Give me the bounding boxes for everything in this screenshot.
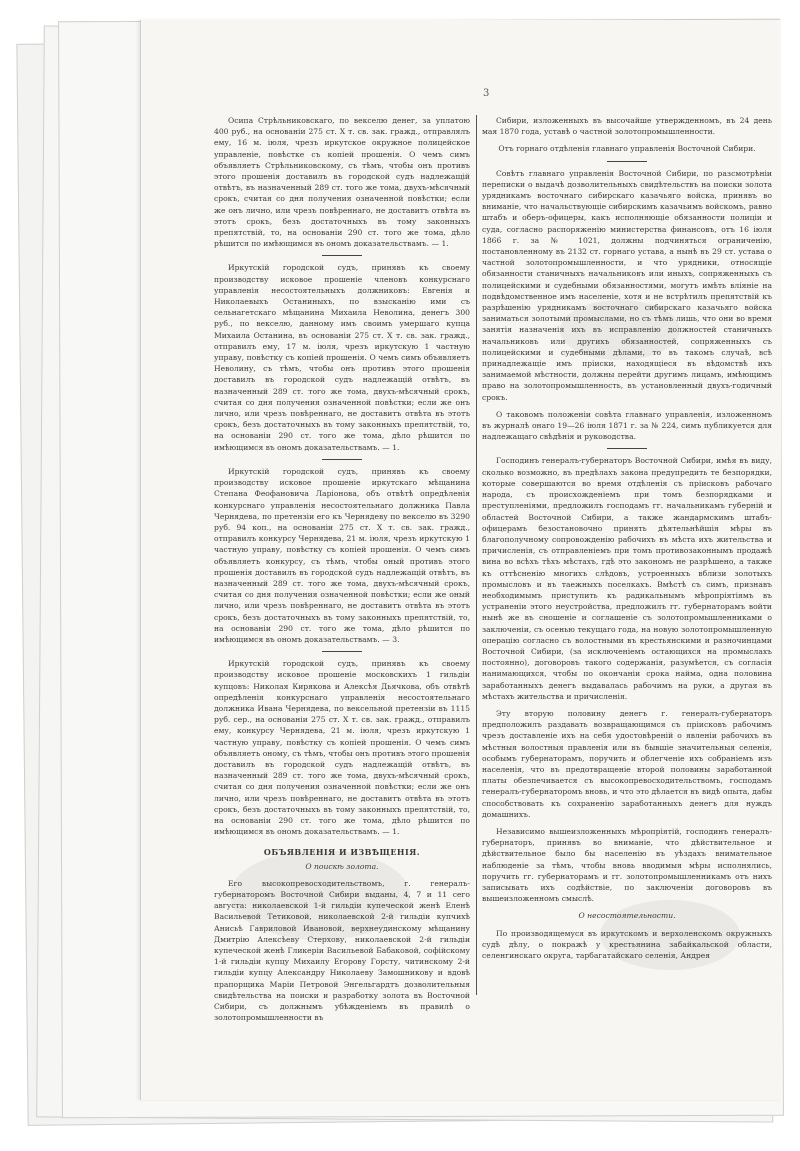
left-column — [214, 115, 470, 1023]
notice-paragraph: Иркутскій городской судъ, принявъ къ своему производству исковое прошеніе московскихъ 1 гильдіи купцовъ: Николая Кирякова и Алексѣя Дьячкова, объ отвѣтѣ опредѣленія конкурснаго управленія несостоятельнаго должника Ивана Чернядева, по вексельной претензіи въ 1115 руб. сер., на основаніи 275 ст. Х т. св. зак. гражд., отправилъ ему, конкурсу Чернядева, 21 м. іюля, чрезъ иркутскую 1 частную управу, повѣстку съ копіей прошенія. О чемъ симъ объявляетъ оному, съ тѣмъ, чтобы онъ противъ этого прошенія доставилъ въ городской судъ надлежащій отвѣтъ, въ назначенный 289 ст. того же тома, двухъ-мѣсячный срокъ, считая со дня получения означенной повѣстки; если же онъ лично, или чрезъ повѣреннаго, не доставитъ отвѣта въ этотъ срокъ, безъ достаточныхъ въ тому законныхъ препятствій, то, на основаніи 290 ст. того же тома, дѣло рѣшится по имѣющимся въ ономъ доказательствамъ. — 1. — [214, 659, 470, 837]
section-subheading: О несостоятельности. — [578, 911, 676, 921]
section-subheading: Отъ горнаго отдѣленія главнаго управленія Восточной Сибири. — [498, 144, 756, 154]
right-column — [482, 115, 772, 995]
notice-paragraph: Его высокопревосходительствомъ, г. генералъ-губернаторомъ Восточной Сибири выданы, 4, 7 и 11 сего августа: николаевской 1-й гильдіи купеческой женѣ Еленѣ Васильевой Тетиковой, николаевской 2-й гильдіи купчихѣ Анисьѣ Гавриловой Ивановой, верхнеудинскому мѣщанину Дмитрію Алексѣеву Стерхову, николаевской 2-й гильдіи купеческой женѣ Гликеріи Васильевой Бабаковой, софійскому 1-й гильдіи купцу Михаилу Егорову Горсту, читинскому 2-й гильдіи купцу Александру Николаеву Замошникову и вдовѣ прапорщика Маріи Петровой Энгельгардтъ дозволительныя свидѣтельства на поиски и разработку золота въ Восточной Сибири, съ должнымъ убѣжденіемъ въ правилѣ о золотопромышленности въ — [214, 878, 470, 1023]
notice-paragraph: Господинъ генералъ-губернаторъ Восточной Сибири, имѣя въ виду, сколько возможно, въ предѣлахъ закона предупредить те безпорядки, которые совершаются во время отдѣленія съ пріисковъ рабочаго народа, съ происхожденіемъ при томъ безпорядками и преступленіями, предложилъ господамъ гг. начальникамъ губерній и областей Восточной Сибири, а также жандармскимъ штабъ-офицерамъ безостановочно принять дѣятельнѣйшія мѣры въ благополучному сопровожденію рабочихъ въ мѣста ихъ жительства и причисленія, съ отправленіемъ при томъ противозаконнымъ продажѣ вина во всѣхъ тѣхъ мѣстахъ, гдѣ это закономъ не разрѣшено, а также къ оттѣсненію многихъ слѣдовъ, устроенныхъ вблизи золотыхъ промысловъ и въ таежныхъ поселкахъ. Вмѣстѣ съ симъ, признавъ необходимымъ приступить къ радикальнымъ мѣропріятіямъ въ устраненіи этого неустройства, предложилъ гг. губернаторамъ войти нынѣ же въ сношеніе и соглашеніе съ золотопромышленниками о заключеніи, съ осенью текущаго года, на новую золотопромышленную операцію согласно съ волостными въ крестьянскими и разночинцами Восточной Сибири, (за исключеніемъ остающихся на промыслахъ постоянно), договоровъ такого содержанія, разумѣется, съ согласія нанимающихся, чтобы по окончаніи срока найма, одна половина заработанныхъ денегъ выдавалась рабочимъ на руки, а другая въ мѣстахъ жительства и причисленія. — [482, 456, 772, 701]
section-heading: ОБЪЯВЛЕНІЯ И ИЗВѢЩЕНІЯ. — [263, 847, 421, 858]
notice-paragraph: Осипа Стрѣльниковскаго, по векселю денег, за уплатою 400 руб., на основаніи 275 ст. Х т. св. зак. гражд., отправлялъ ему, 16 м. іюля, чрезъ иркутское окружное полицейское управленіе, повѣстке съ копіей прошенія. О чемъ симъ объявляетъ Стрѣльниковскому, съ тѣмъ, чтобы онъ противъ этого прошенія доставилъ въ городской судъ надлежащій отвѣтъ, въ назначенный 289 ст. того же тома, двухъ-мѣсячный срокъ, считая со дня получения означенной повѣстки; если же онъ лично, или чрезъ повѣреннаго, не доставитъ отвѣта въ этотъ срокъ, безъ достаточныхъ въ тому законныхъ препятствій, то, на основаніи 290 ст. того же тома, дѣло рѣшится по имѣющимся въ ономъ доказательствамъ. — 1. — [214, 116, 470, 249]
section-subheading: О поискѣ золота. — [305, 861, 379, 871]
notice-paragraph: Иркутскій городской судъ, принявъ къ своему производству исковое прошеніе иркутскаго мѣщанина Степана Феофановича Ларіонова, объ отвѣтѣ опредѣленія конкурснаго управленія несостоятельнаго должника Павла Чернядева, по претензіи его къ Чернядеву по векселю въ 3290 руб. 94 коп., на основаніи 275 ст. Х т. св. зак. гражд., отправилъ конкурсу Чернядева, 21 м. іюля, чрезъ иркутскую 1 частную управу, повѣстку съ копіей прошенія. О чемъ симъ объявляетъ конкурсу, съ тѣмъ, чтобы оный противъ этого прошенія доставилъ въ городской судъ надлежащій отвѣтъ, въ назначенный 289 ст. того же тома, двухъ-мѣсячный срокъ, считая со дня получения означенной повѣстки; если же оный лично, или чрезъ повѣреннаго, не доставитъ отвѣта въ этотъ срокъ, безъ достаточныхъ въ тому законныхъ препятствій, то, на основаніи 290 ст. того же тома, дѣло рѣшится по имѣющимся въ ономъ доказательствамъ. — 3. — [214, 466, 470, 644]
notice-paragraph: О таковомъ положеніи совѣта главнаго управленія, изложенномъ въ журналѣ онаго 19—26 іюля 1871 г. за № 224, симъ публикуется для надлежащаго свѣдѣнія и руководства. — [482, 409, 772, 442]
separator — [322, 255, 362, 256]
separator — [322, 459, 362, 460]
separator — [607, 161, 647, 162]
separator — [322, 651, 362, 652]
column-rule — [476, 115, 477, 995]
notice-paragraph: Эту вторую половину денегъ г. генералъ-губернаторъ предположилъ раздавать возвращающимся съ пріисковъ рабочимъ чрезъ доставленіе ихъ на себя удостовѣреній о явленіи рабочихъ въ мѣстныя волостныя правленія или въ бывшіе значительныя селенія, особымъ губернаторамъ, поручить и облегченіе ихъ собраніемъ изъ населенія, что въ предотвращеніе второй половины заработанной платы обезпечивается съ высокопревосходительствомъ, господамъ генералъ-губернаторомъ вновь, и что это дѣлается въ видѣ опыта, дабы способствовать къ сохраненію заработанныхъ денегъ для нуждъ домашнихъ. — [482, 708, 772, 819]
separator — [607, 448, 647, 449]
notice-paragraph: Независимо вышеизложенныхъ мѣропріятій, господинъ генералъ-губернаторъ, принявъ во вниманіе, что дѣйствительное и дѣйствительное было бы населенію въ уѣздахъ внимательное наблюденіе за тѣмъ, чтобы вновь вводимыя мѣры исполнялись, поручить гг. губернаторамъ и гг. золотопромышленникамъ отъ нихъ записывать ихъ содѣйствіе, по заключеніи договоровъ въ вышеизложенномъ смыслѣ. — [482, 826, 772, 904]
notice-paragraph: Иркутскій городской судъ, принявъ къ своему производству исковое прошеніе членовъ конкурснаго управленія несостоятельныхъ должниковъ: Евгенія и Николаевыхъ Останиныхъ, по взысканію ими съ сельнагетскаго мѣщанина Михаила Неволина, денегъ 300 руб., по векселю, данному имъ своимъ умершаго купца Михаила Останина, въ основаніи 275 ст. Х т. св. зак. гражд., отправилъ ему, 17 м. іюля, чрезъ иркутскую 1 частную управу, повѣстку съ копіей прошенія. О чемъ симъ объявляетъ Неволину, съ тѣмъ, чтобы онъ противъ этого прошенія доставилъ въ городской судъ надлежащій отвѣтъ, въ назначенный 289 ст. того же тома, двухъ-мѣсячный срокъ, считая со дня получения означенной повѣстки; если же онъ лично, или чрезъ повѣреннаго, не доставитъ отвѣта въ этотъ срокъ, безъ достаточныхъ въ тому законныхъ препятствій, то, на основаніи 290 ст. того же тома, дѣло рѣшится по имѣющимся въ ономъ доказательствамъ. — 1. — [214, 263, 470, 452]
page-number: 3 — [483, 88, 490, 99]
notice-paragraph: По производящемуся въ иркутскомъ и верхоленскомъ окружныхъ судѣ дѣлу, о покражѣ у крестьянина забайкальской области, селенгинскаго округа, тарбагатайскаго селенія, Андрея — [482, 928, 772, 961]
notice-paragraph: Сибири, изложенныхъ въ высочайше утвержденномъ, въ 24 день мая 1870 года, уставѣ о частной золотопромышленности. — [482, 116, 772, 137]
notice-paragraph: Совѣтъ главнаго управленія Восточной Сибири, по разсмотрѣніи переписки о выдачѣ дозволительныхъ свидѣтельствъ на поиски золота урядникамъ восточнаго сибирскаго казачьяго войска, принявъ во вниманіе, что начальствующіе сибирскимъ казачьимъ войскомъ, равно штабъ и оберъ-офицеры, какъ исполняющіе обязанности полиціи и суда, согласно распоряженію министерства финансовъ, отъ 16 іюля 1866 г. за № 1021, должны подчиняться ограниченію, постановленному въ 2132 ст. горнаго устава, а нынѣ въ 29 ст. устава о частной золотопромышленности, и что урядники, относящіе обязанности станичныхъ начальниковъ или иныхъ, сопряженныхъ съ полицейскими и судебными обязанностями, могутъ имѣть вліяніе на подвѣдомственное имъ населеніе, хотя и не встрѣтилъ препятствій къ разрѣшенію урядникамъ восточнаго сибирскаго казачьяго войска заниматься золотыми промыслами, но съ тѣмъ лишь, что они во время занятія назначенія ихъ въ исправленію должностей станичныхъ начальниковъ или другихъ обязанностей, сопряженныхъ съ полицейскими и судебными дѣлами, то въ такомъ случаѣ, всѣ принадлежащіе имъ пріиски, находящіеся въ вѣдомствѣ ихъ занимаемой мѣстности, должны перейти другимъ лицамъ, имѣющимъ право на золотопромышленность, въ установленный двухъ-годичный срокъ. — [482, 168, 772, 402]
